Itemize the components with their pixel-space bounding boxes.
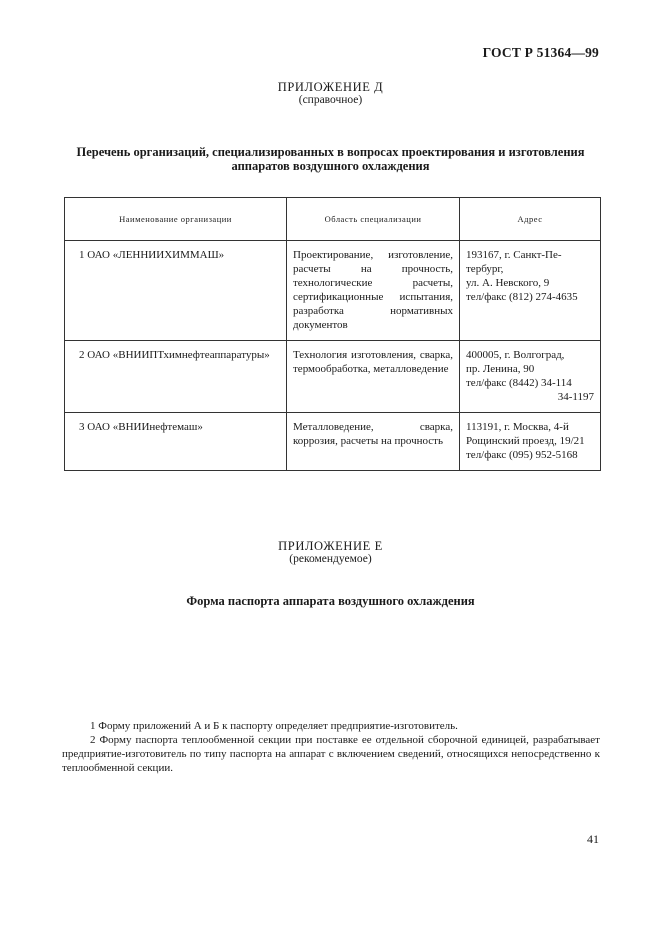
table-header-row bbox=[65, 198, 601, 241]
table-row bbox=[65, 413, 601, 471]
organization-cell: 1 ОАО «ЛЕННИИХИММАШ» bbox=[65, 241, 287, 341]
address-line: тел/факс (812) 274-4635 bbox=[466, 291, 578, 303]
address-line: ул. А. Невского, 9 bbox=[466, 277, 550, 289]
specialization-cell: Металловедение, сварка, коррозия, расчеты на прочность bbox=[287, 413, 460, 471]
address-line: 113191, г. Москва, 4-й bbox=[466, 421, 569, 433]
appendix-e-heading: Форма паспорта аппарата воздушного охлаждения bbox=[186, 594, 475, 608]
appendix-e-title: ПРИЛОЖЕНИЕ Е bbox=[278, 539, 383, 553]
appendix-d-heading-line-2: аппаратов воздушного охлаждения bbox=[231, 159, 430, 173]
standard-code: ГОСТ Р 51364—99 bbox=[482, 45, 599, 60]
note-2: 2 Форму паспорта теплообменной секции при поставке ее отдельной сборочной единицей, разрабатывает предприятие-изготовитель по типу паспорта на аппарат с включением сведений, относящихся непосредственно к теплообменной секции. bbox=[62, 734, 600, 774]
organization-cell: 2 ОАО «ВНИИПТхимнефтеаппаратуры» bbox=[65, 341, 287, 413]
address-cell bbox=[460, 341, 601, 413]
appendix-d-subtitle: (справочное) bbox=[298, 94, 363, 106]
address-line: тербург, bbox=[466, 263, 504, 275]
address-line: 193167, г. Санкт-Пе- bbox=[466, 249, 562, 261]
column-header-address: Адрес bbox=[460, 198, 601, 241]
appendix-d-heading-line-1: Перечень организаций, специализированных в вопросах проектирования и изготовления bbox=[76, 145, 585, 159]
address-line: тел/факс (8442) 34-114 bbox=[466, 377, 572, 389]
table-row bbox=[65, 341, 601, 413]
column-header-organization: Наименование организации bbox=[65, 198, 287, 241]
address-line: тел/факс (095) 952-5168 bbox=[466, 449, 578, 461]
organizations-table bbox=[64, 197, 601, 471]
specialization-cell: Проектирование, изготовление, расчеты на прочность, технологические расчеты, сертификационные испытания, разработка нормативных документов bbox=[287, 241, 460, 341]
appendix-d-heading bbox=[0, 145, 661, 173]
page-number: 41 bbox=[587, 832, 599, 846]
specialization-cell: Технология изготовления, сварка, термообработка, металловедение bbox=[287, 341, 460, 413]
organization-cell: 3 ОАО «ВНИИнефтемаш» bbox=[65, 413, 287, 471]
table-row bbox=[65, 241, 601, 341]
address-line: 400005, г. Волгоград, bbox=[466, 349, 565, 361]
address-line: Рощинский проезд, 19/21 bbox=[466, 435, 585, 447]
column-header-specialization: Область специализации bbox=[287, 198, 460, 241]
note-1: 1 Форму приложений А и Б к паспорту определяет предприятие-изготовитель. bbox=[90, 720, 458, 732]
address-cell bbox=[460, 413, 601, 471]
address-line: 34-1197 bbox=[557, 391, 594, 403]
appendix-d-title: ПРИЛОЖЕНИЕ Д bbox=[277, 80, 384, 94]
address-line: пр. Ленина, 90 bbox=[466, 363, 535, 375]
address-cell bbox=[460, 241, 601, 341]
appendix-e-subtitle: (рекомендуемое) bbox=[289, 553, 372, 565]
notes bbox=[62, 719, 600, 775]
